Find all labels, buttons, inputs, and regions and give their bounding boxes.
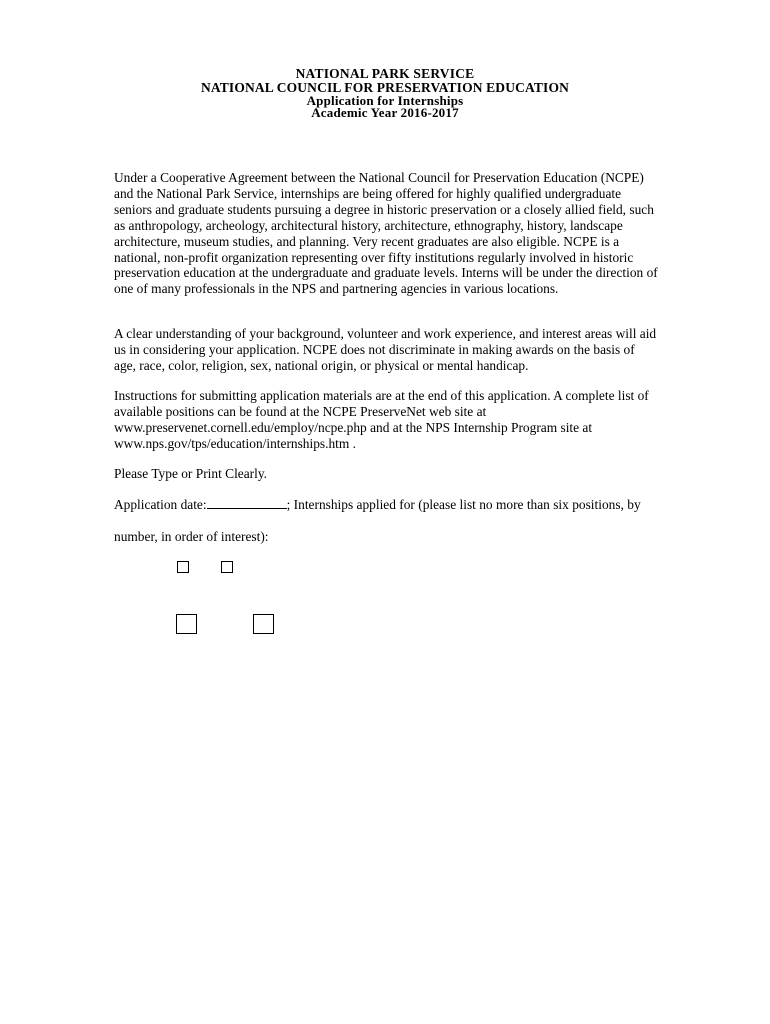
agency-title: NATIONAL PARK SERVICE bbox=[295, 66, 475, 81]
print-note: Please Type or Print Clearly. bbox=[114, 466, 268, 481]
position-checkbox-1[interactable] bbox=[177, 561, 189, 573]
form-title: Application for Internships bbox=[306, 93, 464, 108]
internships-label-continued: number, in order of interest): bbox=[114, 529, 269, 544]
position-checkbox-3[interactable] bbox=[176, 614, 197, 634]
application-date-line bbox=[114, 497, 659, 513]
application-date-label: Application date: bbox=[114, 497, 207, 512]
instructions-paragraph: Instructions for submitting application materials are at the end of this application. A complete list of available positions can be found at the NCPE PreserveNet web site at www.preservenet.cornell.edu/employ/ncpe.php and at the NPS Internship Program site at www.nps.gov/tps/education/internships.htm . bbox=[114, 388, 649, 451]
background-paragraph: A clear understanding of your background, volunteer and work experience, and interest areas will aid us in considering your application. NCPE does not discriminate in making awards on the basis of age, race, color, religion, sex, national origin, or physical or mental handicap. bbox=[114, 326, 657, 373]
position-checkbox-2[interactable] bbox=[221, 561, 233, 573]
document-header bbox=[0, 66, 770, 119]
internships-label: ; Internships applied for (please list no more than six positions, by bbox=[286, 497, 641, 512]
intro-paragraph: Under a Cooperative Agreement between the National Council for Preservation Education (NCPE) and the National Park Service, internships are being offered for highly qualified undergraduate seniors and graduate students pursuing a degree in historic preservation or a closely allied field, such as anthropology, archeology, architectural history, architecture, ethnography, history, landscape architecture, museum studies, and planning. Very recent graduates are also eligible. NCPE is a national, non-profit organization representing over fifty institutions regularly involved in historic preservation education at the undergraduate and graduate levels. Interns will be under the direction of one of many professionals in the NPS and partnering agencies in various locations. bbox=[114, 170, 658, 297]
position-checkbox-4[interactable] bbox=[253, 614, 274, 634]
academic-year: Academic Year 2016-2017 bbox=[311, 105, 459, 120]
council-title: NATIONAL COUNCIL FOR PRESERVATION EDUCATION bbox=[200, 80, 570, 95]
application-date-field[interactable] bbox=[207, 497, 287, 509]
